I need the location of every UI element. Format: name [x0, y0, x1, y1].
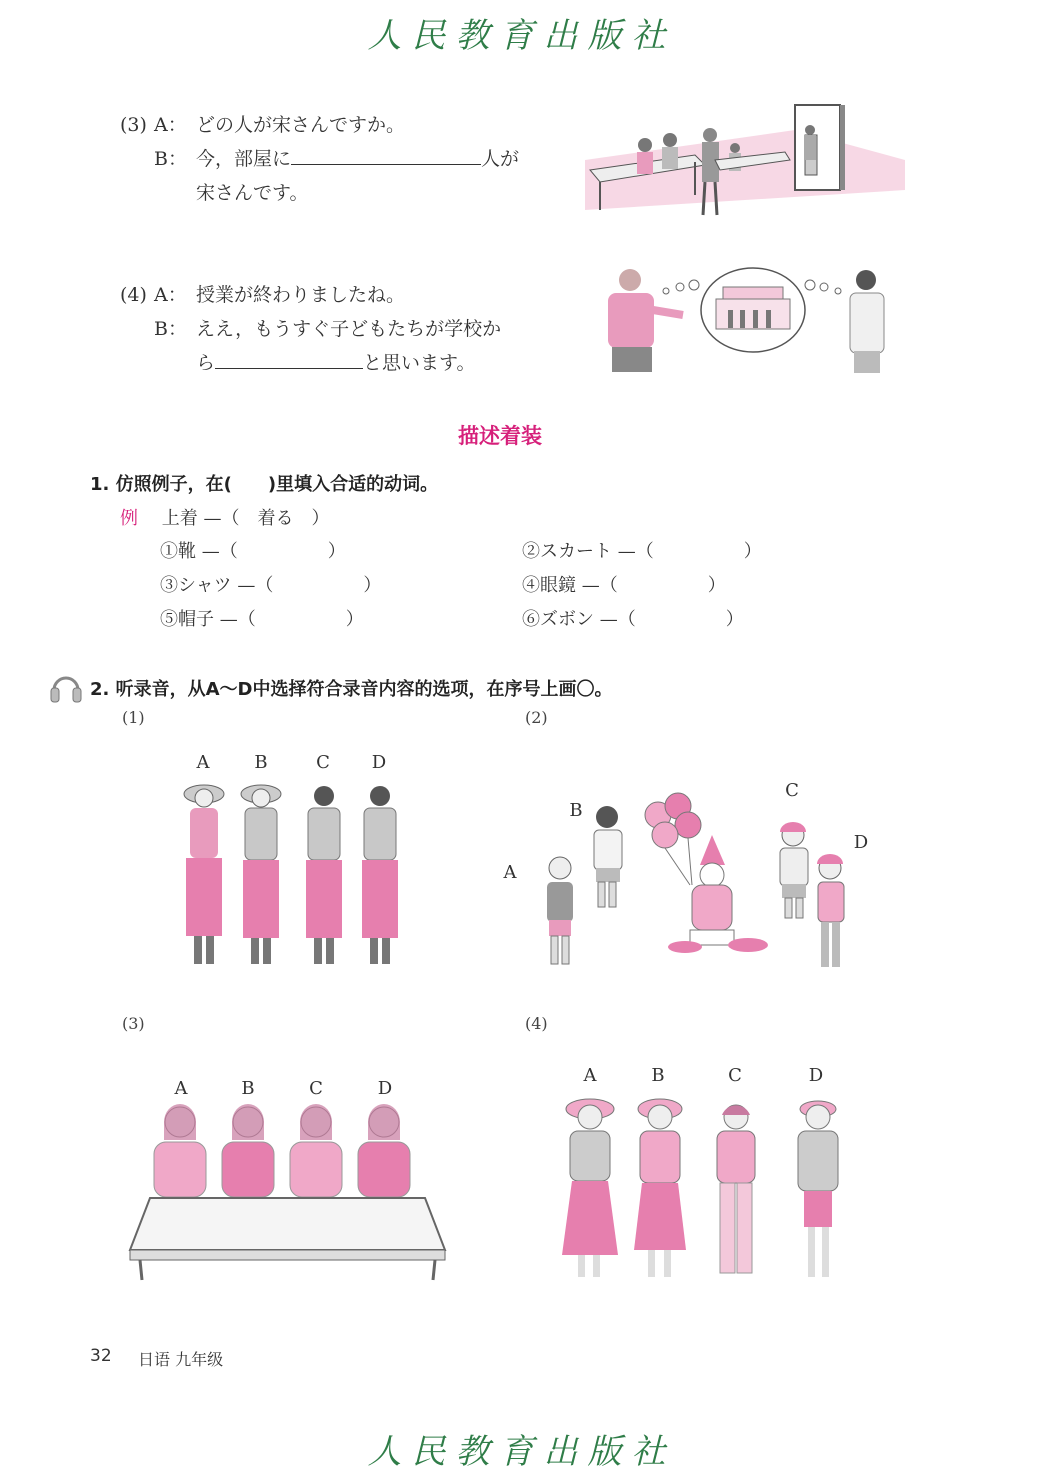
answer-item-2[interactable]: ②スカート —（ ）: [522, 541, 762, 562]
speaker-b: B：: [154, 318, 187, 340]
thinking-illustration: [598, 265, 893, 375]
option-a[interactable]: A: [196, 752, 210, 773]
speaker-a: A：: [154, 284, 187, 306]
women-outfits-illustration: [180, 780, 410, 970]
speaker-b: B：: [154, 148, 187, 170]
option-d[interactable]: D: [853, 832, 869, 853]
example-row: [120, 504, 329, 530]
example-text: 上着 —（ 着る ）: [161, 508, 330, 529]
publisher-logo-bottom: 人民教育出版社: [367, 1432, 676, 1472]
sub-question-1: (1): [122, 708, 145, 727]
option-c[interactable]: C: [785, 780, 799, 801]
option-a[interactable]: A: [583, 1065, 597, 1086]
classroom-illustration: [585, 100, 905, 225]
book-title: 日语 九年级: [138, 1350, 224, 1369]
option-b[interactable]: B: [569, 800, 583, 821]
option-c[interactable]: C: [728, 1065, 742, 1086]
question-1-title: 1. 仿照例子，在( )里填入合适的动词。: [90, 474, 439, 495]
option-b[interactable]: B: [241, 1078, 255, 1099]
option-d[interactable]: D: [377, 1078, 393, 1099]
line-b-end: 人が: [481, 148, 520, 170]
section-title: 描述着装: [458, 424, 542, 448]
line-b-start: ええ，もうすぐ子どもたちが学校か: [196, 318, 502, 340]
answer-item-5[interactable]: ⑤帽子 —（ ）: [160, 609, 364, 630]
option-d[interactable]: D: [371, 752, 387, 773]
dialog-4: [120, 278, 580, 380]
answer-item-6[interactable]: ⑥ズボン —（ ）: [522, 609, 744, 630]
sub-question-2: (2): [525, 708, 548, 727]
option-b[interactable]: B: [651, 1065, 665, 1086]
publisher-logo: 人民教育出版社: [367, 16, 676, 56]
boys-clown-illustration: [540, 790, 870, 980]
sub-question-3: (3): [122, 1014, 145, 1033]
option-d[interactable]: D: [808, 1065, 824, 1086]
option-c[interactable]: C: [316, 752, 330, 773]
headphones-icon[interactable]: [48, 668, 84, 708]
option-a[interactable]: A: [174, 1078, 188, 1099]
line-b-cont: ら: [196, 352, 216, 374]
answer-item-4[interactable]: ④眼鏡 —（ ）: [522, 575, 726, 596]
dialog-number: (4): [120, 284, 147, 306]
line-b-start: 今，部屋に: [196, 148, 292, 170]
dialog-3: [120, 108, 560, 210]
women-at-table-illustration: [130, 1100, 450, 1285]
option-c[interactable]: C: [309, 1078, 323, 1099]
answer-blank[interactable]: [215, 348, 363, 369]
line-b-cont: 宋さんです。: [196, 182, 309, 204]
women-hats-illustration: [560, 1095, 860, 1290]
line-b-end: と思います。: [363, 352, 476, 374]
sub-question-4: (4): [525, 1014, 548, 1033]
page-number: 32: [90, 1346, 112, 1366]
option-a[interactable]: A: [503, 862, 517, 883]
answer-item-3[interactable]: ③シャツ —（ ）: [160, 575, 382, 596]
example-mark: 例: [120, 508, 138, 529]
answer-item-1[interactable]: ①靴 —（ ）: [160, 541, 346, 562]
answer-blank[interactable]: [291, 144, 481, 165]
line-a: どの人が宋さんですか。: [196, 114, 406, 136]
dialog-number: (3): [120, 114, 147, 136]
question-2-title: 2. 听录音，从A～D中选择符合录音内容的选项，在序号上画〇。: [90, 679, 613, 700]
option-b[interactable]: B: [254, 752, 268, 773]
line-a: 授業が終わりましたね。: [196, 284, 406, 306]
speaker-a: A：: [154, 114, 187, 136]
